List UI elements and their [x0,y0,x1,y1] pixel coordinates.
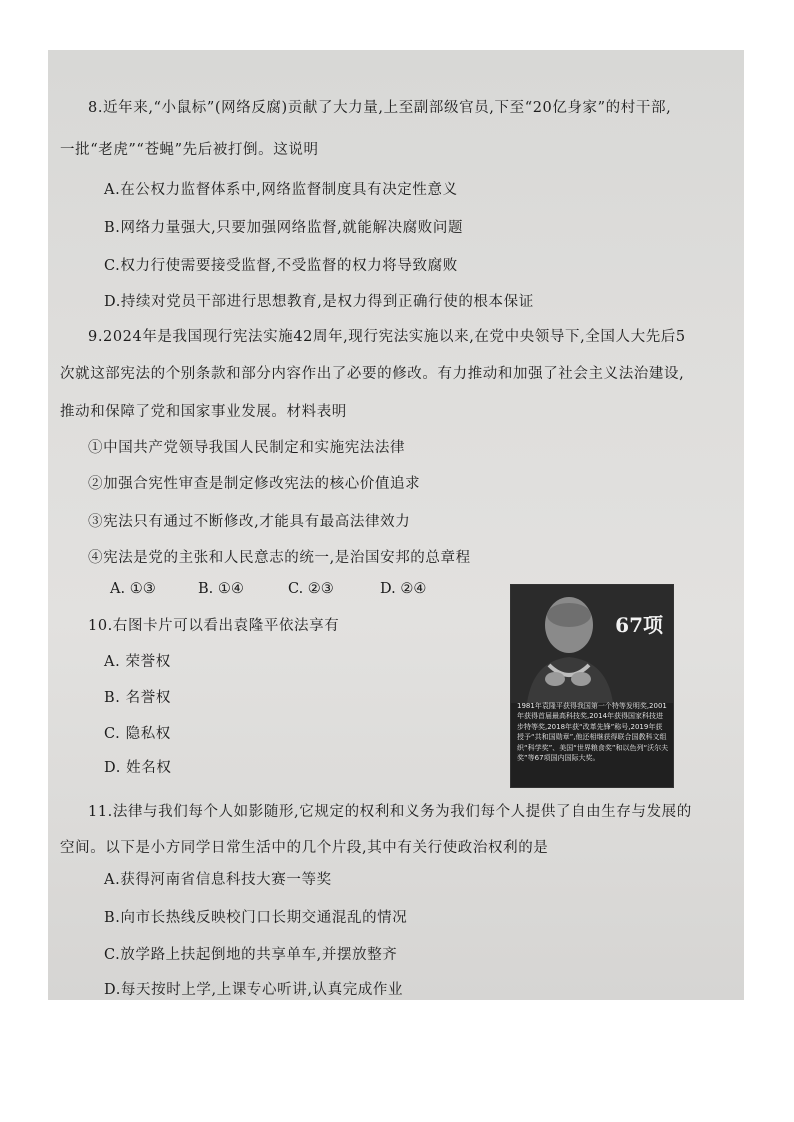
yuan-longping-photo-card [510,584,674,788]
q9-stem-line2: 次就这部宪法的个别条款和部分内容作出了必要的修改。有力推动和加强了社会主义法治建设, [60,366,685,382]
q10-option-c: C. 隐私权 [104,726,171,742]
q11-option-c: C.放学路上扶起倒地的共享单车,并摆放整齐 [104,947,398,963]
q10-option-d: D. 姓名权 [104,760,172,776]
q8-option-d: D.持续对党员干部进行思想教育,是权力得到正确行使的根本保证 [104,294,534,310]
q9-choice-b: B. ①④ [198,581,244,597]
awards-count-badge: 67项 [615,613,663,637]
q8-option-a: A.在公权力监督体系中,网络监督制度具有决定性意义 [104,182,458,198]
q11-stem-line1: 11.法律与我们每个人如影随形,它规定的权利和义务为我们每个人提供了自由生存与发展的 [88,804,692,820]
q8-stem-line2: 一批“老虎”“苍蝇”先后被打倒。这说明 [60,142,319,158]
q8-option-c: C.权力行使需要接受监督,不受监督的权力将导致腐败 [104,258,458,274]
q10-option-a: A. 荣誉权 [104,654,171,670]
scanned-exam-page [48,50,744,1000]
q9-choice-d: D. ②④ [380,581,427,597]
q9-choice-a: A. ①③ [110,581,156,597]
q9-stem-line3: 推动和保障了党和国家事业发展。材料表明 [60,404,347,420]
q9-choice-c: C. ②③ [288,581,334,597]
q9-statement-4: ④宪法是党的主张和人民意志的统一,是治国安邦的总章程 [88,550,471,566]
q9-statement-3: ③宪法只有通过不断修改,才能具有最高法律效力 [88,514,411,530]
card-caption: 1981年袁隆平获得我国第一个特等发明奖,2001年获得首届最高科技奖,2014年获得国家科技进步特等奖,2018年获“改革先锋”称号,2019年获授予“共和国勋章”,他还相继获得联合国教科文组织“科学奖”、美国“世界粮食奖”和以色列“沃尔夫奖”等67项国内国际大奖。 [517,702,669,763]
q11-option-d: D.每天按时上学,上课专心听讲,认真完成作业 [104,982,404,998]
q10-option-b: B. 名誉权 [104,690,171,706]
q11-option-b: B.向市长热线反映校门口长期交通混乱的情况 [104,910,408,926]
q10-stem: 10.右图卡片可以看出袁隆平依法享有 [88,618,340,634]
q11-stem-line2: 空间。以下是小方同学日常生活中的几个片段,其中有关行使政治权利的是 [60,840,549,856]
q8-option-b: B.网络力量强大,只要加强网络监督,就能解决腐败问题 [104,220,464,236]
q9-statement-2: ②加强合宪性审查是制定修改宪法的核心价值追求 [88,476,421,492]
q8-stem-line1: 8.近年来,“小鼠标”(网络反腐)贡献了大力量,上至副部级官员,下至“20亿身家”的村干部, [88,100,672,116]
q11-option-a: A.获得河南省信息科技大赛一等奖 [104,872,332,888]
q9-stem-line1: 9.2024年是我国现行宪法实施42周年,现行宪法实施以来,在党中央领导下,全国人大先后5 [88,329,686,345]
q9-statement-1: ①中国共产党领导我国人民制定和实施宪法法律 [88,440,406,456]
